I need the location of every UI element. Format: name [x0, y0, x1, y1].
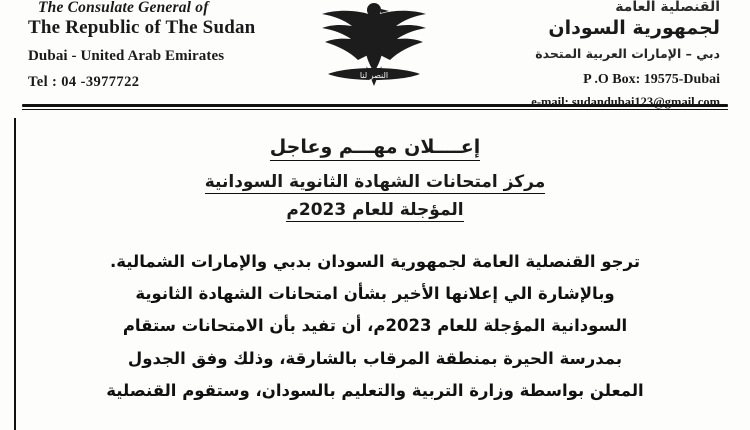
body-paragraph-3: السودانية المؤجلة للعام 2023م، أن تفيد بأن الامتحانات ستقام [122, 316, 628, 336]
consulate-telephone: Tel : 04 -3977722 [28, 74, 140, 91]
body-paragraph-5: المعلن بواسطة وزارة التربية والتعليم بالسودان، وستقوم القنصلية [106, 380, 644, 400]
consulate-city-line: Dubai - United Arab Emirates [28, 48, 225, 65]
announcement-subtitle-1: مركز امتحانات الشهادة الثانوية السودانية [204, 172, 546, 192]
consulate-arabic-line-2: لجمهورية السودان [548, 17, 720, 40]
consulate-po-box: P .O Box: 19575-Dubai [583, 72, 720, 88]
consulate-email: e-mail: sudandubai123@gmail.com [531, 95, 720, 110]
consulate-arabic-city-line: دبي – الإمارات العربية المتحدة [535, 46, 720, 62]
consulate-line-1: The Consulate General of [38, 0, 209, 16]
body-paragraph-2: وبالإشارة الي إعلانها الأخير بشأن امتحانات الشهادة الثانوية [135, 284, 615, 304]
consulate-arabic-line-1: القنصلية العامة [615, 0, 720, 15]
letterhead [0, 0, 750, 110]
announcement-titles [0, 136, 750, 222]
announcement-title: إعــــلان مهـــم وعاجل [270, 136, 481, 161]
svg-text:النصر لنا: النصر لنا [359, 71, 389, 80]
announcement-subtitle-2: المؤجلة للعام 2023م [286, 200, 464, 220]
letterhead-english-block [28, 0, 296, 91]
emblem-container [304, 0, 444, 96]
left-margin-rule [14, 118, 16, 430]
body-paragraph-4: بمدرسة الحيرة بمنطقة المرقاب بالشارقة، وذلك وفق الجدول [127, 348, 623, 368]
body-paragraph-1: ترجو القنصلية العامة لجمهورية السودان بدبي والإمارات الشمالية. [109, 252, 641, 271]
announcement-body [0, 246, 750, 400]
letterhead-arabic-block [452, 0, 720, 110]
consulate-line-2: The Republic of The Sudan [28, 17, 256, 39]
sudan-eagle-emblem-icon [308, 0, 440, 96]
